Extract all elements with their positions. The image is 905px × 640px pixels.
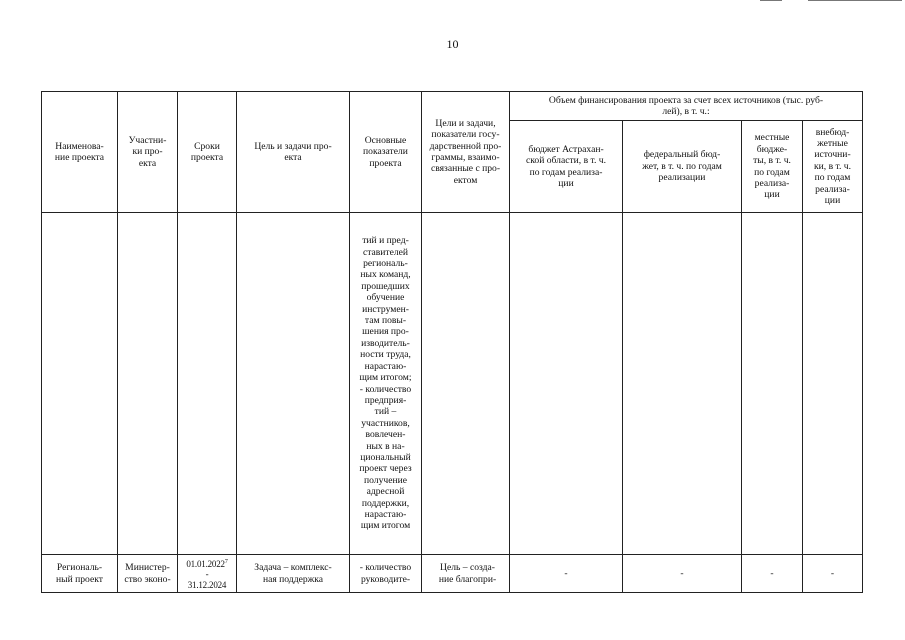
header-financing: Объем финансирования проекта за счет всех источников (тыс. руб- лей), в т. ч.: <box>510 92 863 121</box>
header-terms: Сроки проекта <box>178 92 237 213</box>
header-indicators: Основные показатели проекта <box>350 92 422 213</box>
cont-budget-astrakhan-cell <box>510 213 623 555</box>
header-project-name: Наименова- ние проекта <box>42 92 118 213</box>
cont-indicators-cell: тий и пред- ставителей региональ- ных команд, прошедших обучение инструмен- там повы- шения про- изводитель- ности труда, нарастаю- щим итогом; - количество предприя- тий – участников, вовлечен- ных в на- циональный проект через получение адресной поддержки, нарастаю- щим итогом <box>350 213 422 555</box>
cont-participants-cell <box>118 213 178 555</box>
cont-gp-goals-cell <box>422 213 510 555</box>
header-gp-goals: Цели и задачи, показатели госу- дарственной про- граммы, взаимо- связанные с про- ектом <box>422 92 510 213</box>
row-budget-astrakhan: - <box>510 555 623 593</box>
row-budget-local: - <box>742 555 803 593</box>
page-number: 10 <box>446 37 459 51</box>
cont-budget-federal-cell <box>623 213 742 555</box>
cont-terms-cell <box>178 213 237 555</box>
row-budget-extra: - <box>803 555 863 593</box>
row-terms <box>178 555 237 593</box>
row-participants: Министер- ство эконо- <box>118 555 178 593</box>
regional-project-row <box>42 555 863 593</box>
top-rule-short <box>760 0 782 1</box>
header-budget-extra: внебюд- жетные источни- ки, в т. ч. по годам реализа- ции <box>803 121 863 213</box>
cont-budget-extra-cell <box>803 213 863 555</box>
continuation-row <box>42 213 863 555</box>
row-budget-federal: - <box>623 555 742 593</box>
row-project-name: Региональ- ный проект <box>42 555 118 593</box>
row-term-start: 01.01.2022 <box>186 558 225 569</box>
cont-name-cell <box>42 213 118 555</box>
cont-budget-local-cell <box>742 213 803 555</box>
header-budget-federal: федеральный бюд- жет, в т. ч. по годам реализации <box>623 121 742 213</box>
top-rule-long <box>808 0 902 1</box>
project-table <box>41 91 863 593</box>
header-budget-astrakhan: бюджет Астрахан- ской области, в т. ч. по годам реализа- ции <box>510 121 623 213</box>
header-goal: Цель и задачи про- екта <box>237 92 350 213</box>
row-term-dash: - <box>205 569 209 580</box>
cont-goal-cell <box>237 213 350 555</box>
row-term-footnote: 7 <box>224 558 228 565</box>
header-participants: Участни- ки про- екта <box>118 92 178 213</box>
row-indicators: - количество руководите- <box>350 555 422 593</box>
row-goal: Задача – комплекс- ная поддержка <box>237 555 350 593</box>
header-row-1 <box>42 92 863 121</box>
header-budget-local: местные бюдже- ты, в т. ч. по годам реализа- ции <box>742 121 803 213</box>
row-gp-goals: Цель – созда- ние благопри- <box>422 555 510 593</box>
row-term-end: 31.12.2024 <box>187 579 227 590</box>
